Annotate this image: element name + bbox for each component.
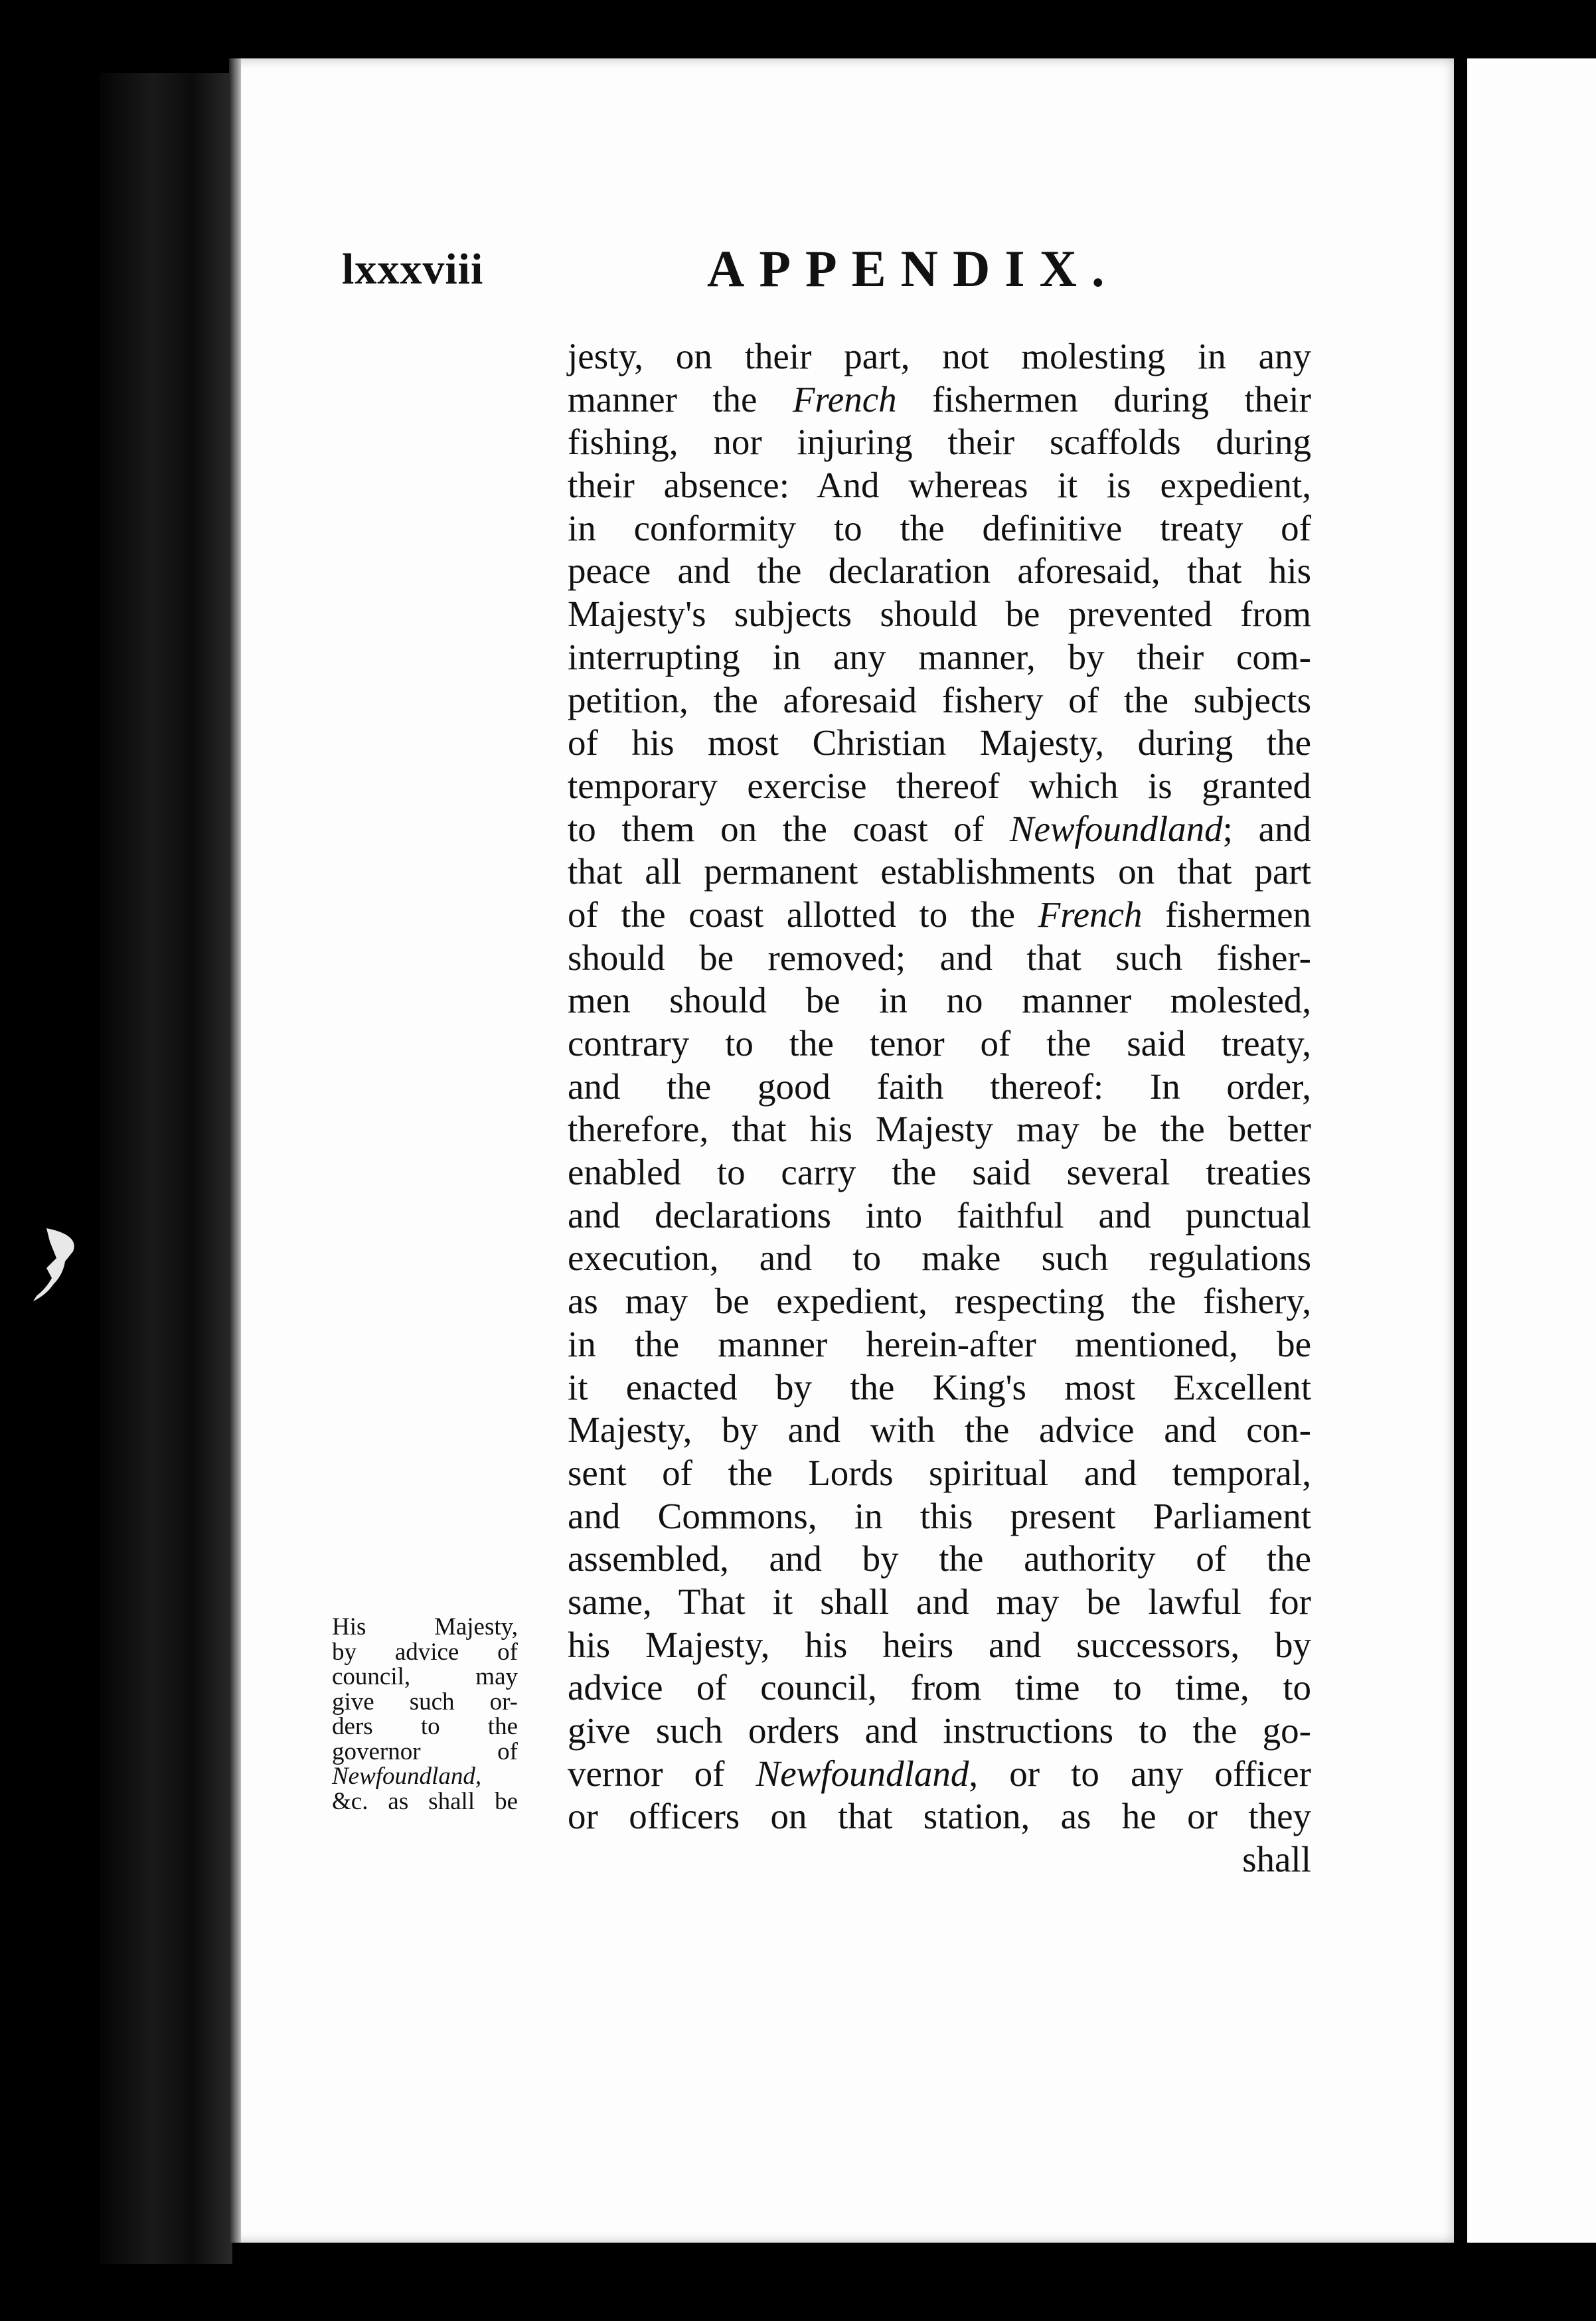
text-line	[568, 765, 1311, 808]
page-number: lxxxviii	[342, 245, 484, 293]
italic-text: Newfoundland	[1009, 808, 1223, 849]
page-gutter	[1454, 58, 1467, 2243]
text-run: peace and the declaration aforesaid, that his	[568, 550, 1311, 592]
text-run: assembled, and by the authority of the	[568, 1538, 1311, 1579]
ink-blot-mark	[27, 1222, 93, 1315]
margin-note-line	[332, 1690, 518, 1715]
margin-note-line	[332, 1615, 518, 1640]
text-run: temporary exercise thereof which is granted	[568, 765, 1311, 806]
text-run: petition, the aforesaid fishery of the subjects	[568, 679, 1311, 720]
text-run: it enacted by the King's most Excellent	[568, 1366, 1311, 1407]
text-line	[568, 550, 1311, 593]
text-line	[568, 593, 1311, 636]
margin-note-line	[332, 1739, 518, 1765]
italic-text: Newfoundland,	[332, 1763, 482, 1790]
text-line	[568, 1022, 1311, 1066]
text-line	[568, 507, 1311, 550]
text-line	[568, 679, 1311, 722]
text-run: vernor of	[568, 1753, 756, 1794]
margin-note-line	[332, 1714, 518, 1739]
text-line	[568, 722, 1311, 765]
text-run: their absence: And whereas it is expedient,	[568, 465, 1311, 506]
text-line	[568, 1237, 1311, 1280]
text-run: Majesty, by and with the advice and con-	[568, 1409, 1311, 1451]
text-run: give such or-	[332, 1688, 518, 1716]
text-run: fishermen during their	[896, 378, 1311, 420]
text-run: should be removed; and that such fisher-	[568, 937, 1311, 978]
text-line	[568, 421, 1311, 464]
text-line	[568, 1838, 1311, 1881]
text-run: contrary to the tenor of the said treaty,	[568, 1023, 1311, 1064]
text-run: manner the	[568, 378, 793, 420]
page-header	[342, 239, 1305, 312]
text-run: in the manner herein-after mentioned, be	[568, 1323, 1311, 1364]
text-line	[568, 1666, 1311, 1710]
text-line	[568, 1366, 1311, 1409]
text-run: or officers on that station, as he or they	[568, 1796, 1311, 1837]
text-run: as may be expedient, respecting the fishery,	[568, 1281, 1311, 1322]
text-line	[568, 1624, 1311, 1667]
text-line	[568, 1323, 1311, 1366]
text-run: and declarations into faithful and punctual	[568, 1194, 1311, 1236]
text-run: council, may	[332, 1663, 518, 1690]
text-run: advice of council, from time to time, to	[568, 1667, 1311, 1708]
text-run: by advice of	[332, 1638, 518, 1666]
text-run: ; and	[1222, 808, 1311, 849]
text-line	[568, 1151, 1311, 1194]
text-run: give such orders and instructions to the go-	[568, 1710, 1311, 1751]
text-run: interrupting in any manner, by their com-	[568, 636, 1311, 677]
text-run: fishermen	[1142, 894, 1312, 935]
text-line	[568, 850, 1311, 894]
text-line	[568, 464, 1311, 507]
facing-page-edge	[1467, 58, 1596, 2243]
text-line	[568, 1194, 1311, 1238]
text-run: enabled to carry the said several treaties	[568, 1152, 1311, 1193]
text-line	[568, 1452, 1311, 1495]
text-line	[568, 1108, 1311, 1151]
text-line	[568, 378, 1311, 422]
text-run: sent of the Lords spiritual and temporal,	[568, 1452, 1311, 1493]
text-run: that all permanent establishments on that part	[568, 851, 1311, 892]
margin-note-line	[332, 1789, 518, 1814]
text-run: fishing, nor injuring their scaffolds during	[568, 422, 1311, 463]
text-run: in conformity to the definitive treaty of	[568, 507, 1311, 548]
text-run: of the coast allotted to the	[568, 894, 1038, 935]
text-run: ders to the	[332, 1713, 518, 1740]
text-line	[568, 1538, 1311, 1581]
text-line	[568, 1495, 1311, 1538]
margin-note	[332, 1615, 518, 1814]
text-run: his Majesty, his heirs and successors, by	[568, 1624, 1311, 1665]
text-run: His Majesty,	[332, 1613, 518, 1641]
text-line	[568, 1280, 1311, 1323]
text-line	[568, 894, 1311, 937]
margin-note-line	[332, 1764, 518, 1789]
text-run: execution, and to make such regulations	[568, 1238, 1311, 1279]
text-run: men should be in no manner molested,	[568, 980, 1311, 1021]
running-head: APPENDIX.	[707, 240, 1119, 297]
text-run: same, That it shall and may be lawful for	[568, 1581, 1311, 1622]
text-line	[568, 937, 1311, 980]
text-line	[568, 979, 1311, 1022]
text-run: shall	[1242, 1839, 1311, 1880]
text-run: and the good faith thereof: In order,	[568, 1066, 1311, 1107]
text-run: &c. as shall be	[332, 1787, 518, 1815]
text-line	[568, 1710, 1311, 1753]
text-line	[568, 1753, 1311, 1796]
italic-text: Newfoundland	[756, 1753, 969, 1794]
margin-note-line	[332, 1640, 518, 1665]
text-line	[568, 1066, 1311, 1109]
text-run: governor of	[332, 1737, 518, 1765]
italic-text: French	[792, 378, 897, 420]
text-run: therefore, that his Majesty may be the better	[568, 1109, 1311, 1150]
text-line	[568, 1581, 1311, 1624]
text-line	[568, 636, 1311, 679]
text-line	[568, 1795, 1311, 1838]
text-line	[568, 335, 1311, 378]
text-run: , or to any officer	[969, 1753, 1311, 1794]
text-run: Majesty's subjects should be prevented from	[568, 594, 1311, 635]
book-spine-edge	[100, 73, 232, 2264]
text-run: of his most Christian Majesty, during the	[568, 722, 1311, 763]
body-text	[568, 335, 1311, 1881]
text-line	[568, 1409, 1311, 1452]
text-run: and Commons, in this present Parliament	[568, 1495, 1311, 1536]
text-line	[568, 808, 1311, 851]
text-run: jesty, on their part, not molesting in any	[568, 336, 1311, 376]
italic-text: French	[1038, 894, 1143, 935]
margin-note-line	[332, 1664, 518, 1690]
text-run: to them on the coast of	[568, 808, 1010, 849]
page-binding-shadow	[229, 58, 241, 2243]
